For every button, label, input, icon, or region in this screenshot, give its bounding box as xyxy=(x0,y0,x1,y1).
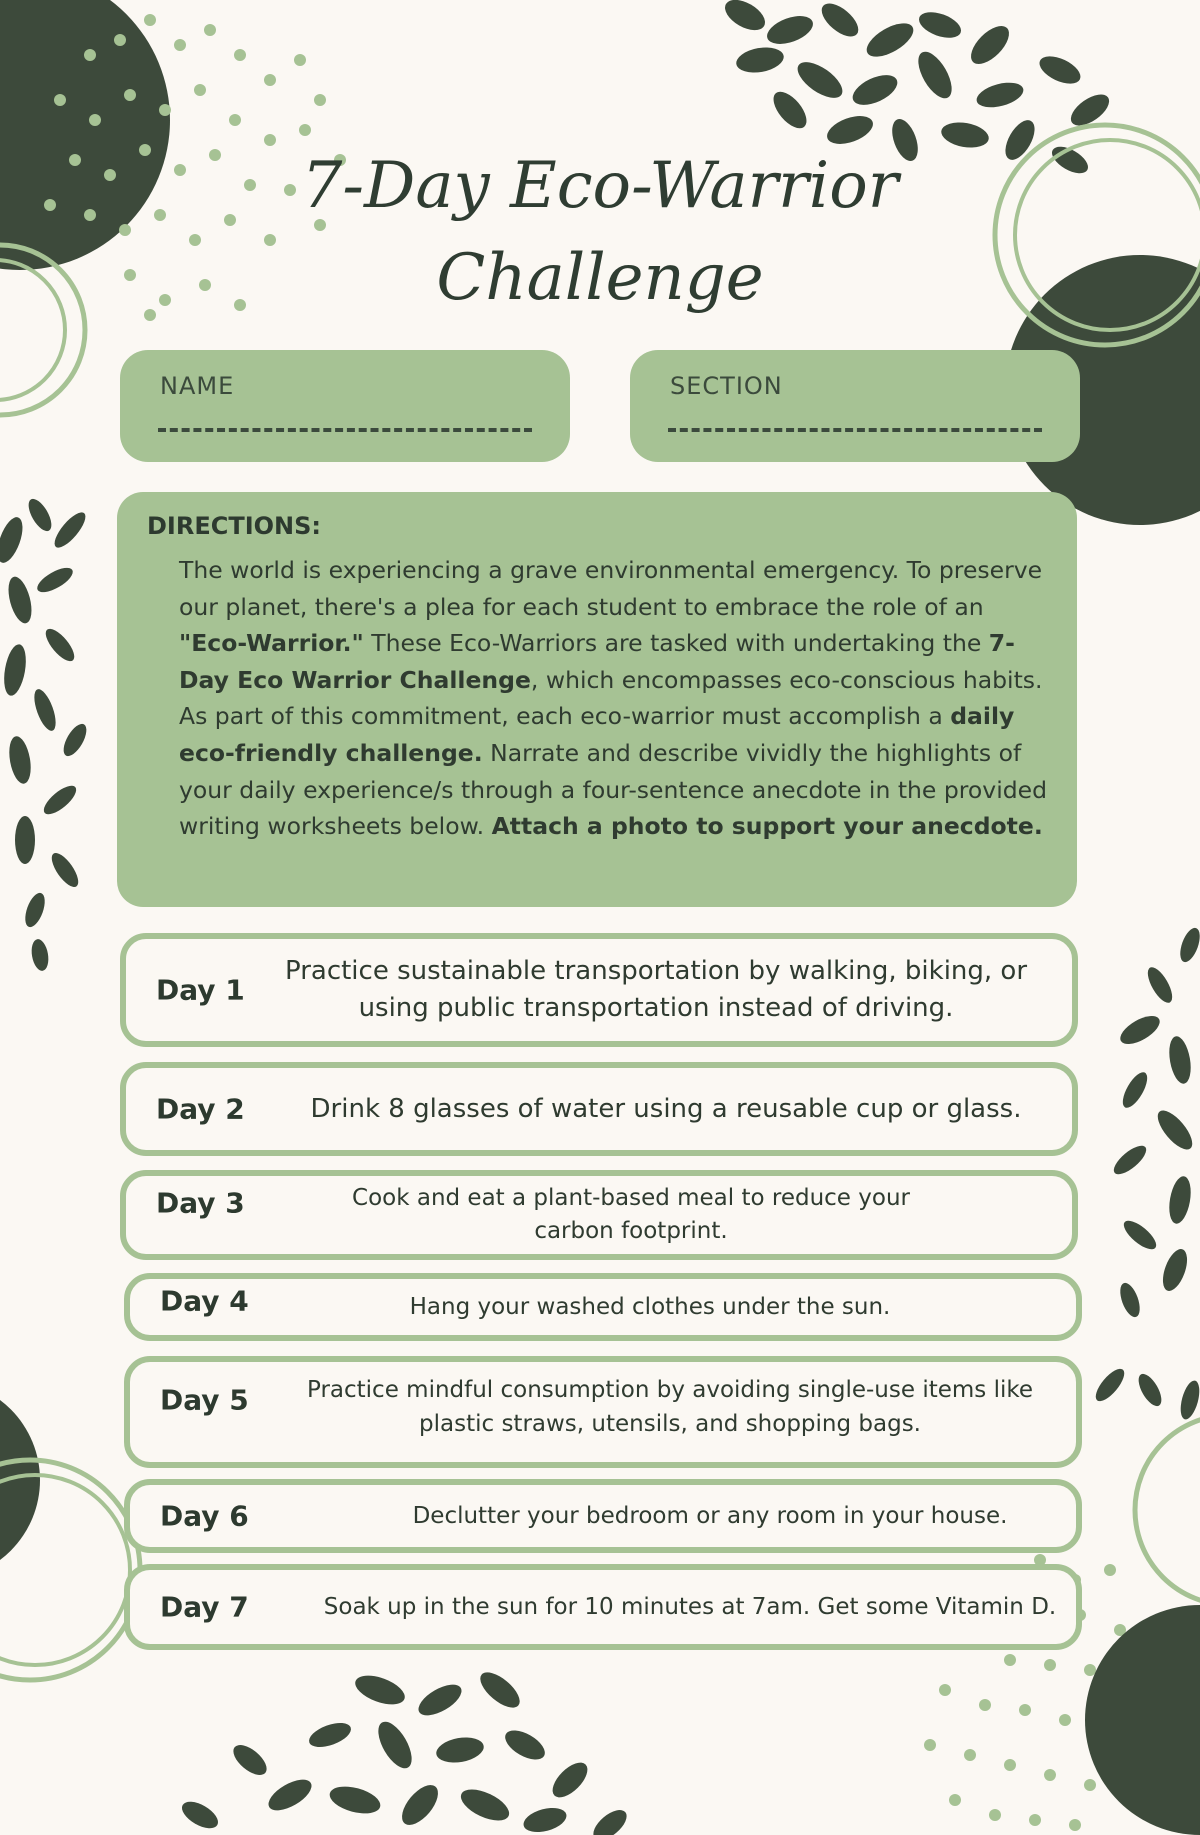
dark-blob-top-left xyxy=(0,0,170,270)
day-7-box xyxy=(124,1564,1082,1650)
day-5-label: Day 5 xyxy=(160,1383,249,1417)
day-6-text: Declutter your bedroom or any room in your house. xyxy=(412,1503,1008,1529)
ring-left-outer xyxy=(0,245,85,415)
directions-part-2: These Eco-Warriors are tasked with undertaking the xyxy=(363,629,989,658)
day-6-label: Day 6 xyxy=(160,1499,249,1533)
dark-blob-bottom-right xyxy=(1085,1605,1200,1835)
ring-left-inner xyxy=(0,260,65,400)
directions-part-3: , which encompasses eco-conscious habits. As part of this commitment, each eco-warrior must accomplish a xyxy=(179,665,1043,731)
day-7-text: Soak up in the sun for 10 minutes at 7am. Get some Vitamin D. xyxy=(323,1594,1057,1620)
day-3-text: Cook and eat a plant-based meal to reduce your carbon footprint. xyxy=(352,1185,910,1244)
ring-right-lower xyxy=(1135,1415,1200,1605)
directions-bold-2: 7-Day Eco Warrior Challenge xyxy=(179,629,1015,694)
day-3-label: Day 3 xyxy=(156,1186,245,1220)
day-1-box xyxy=(120,933,1078,1047)
directions-part-4: Narrate and describe vividly the highlights of your daily experience/s through a four-sentence anecdote in the provided writing worksheets below. xyxy=(179,738,1048,841)
section-blank-line xyxy=(668,428,1042,432)
leaves-left-middle xyxy=(0,495,91,972)
name-field[interactable] xyxy=(120,350,570,462)
day-5-text: Practice mindful consumption by avoiding single-use items like plastic straws, utensils, and shopping bags. xyxy=(306,1377,1034,1437)
section-label: SECTION xyxy=(670,372,783,400)
day-7-label: Day 7 xyxy=(160,1590,249,1624)
title-line-2: Challenge xyxy=(436,241,764,315)
page-title xyxy=(250,140,950,324)
day-5-box xyxy=(124,1356,1082,1468)
day-2-text: Drink 8 glasses of water using a reusable cup or glass. xyxy=(310,1094,1022,1124)
directions-part-1: The world is experiencing a grave environmental emergency. To preserve our planet, there's a plea for each student to embrace the role of an xyxy=(179,556,1043,621)
directions-bold-1: "Eco-Warrior." xyxy=(179,629,364,658)
directions-panel xyxy=(117,492,1077,907)
day-4-box xyxy=(124,1273,1082,1341)
leaves-bottom-center xyxy=(178,1666,632,1835)
section-field[interactable] xyxy=(630,350,1080,462)
day-4-label: Day 4 xyxy=(160,1284,249,1318)
day-4-text: Hang your washed clothes under the sun. xyxy=(409,1294,891,1320)
name-blank-line xyxy=(158,428,532,432)
directions-heading: DIRECTIONS: xyxy=(147,512,322,540)
directions-text xyxy=(179,552,1049,845)
title-line-1: 7-Day Eco-Warrior xyxy=(301,149,899,223)
leaves-right-middle xyxy=(1091,925,1200,1421)
directions-bold-4: Attach a photo to support your anecdote. xyxy=(491,812,1043,841)
day-2-box xyxy=(120,1062,1078,1156)
day-3-box xyxy=(120,1170,1078,1260)
day-1-label: Day 1 xyxy=(156,973,245,1007)
directions-bold-3: daily eco-friendly challenge. xyxy=(179,702,1015,767)
day-6-box xyxy=(124,1479,1082,1553)
day-1-text: Practice sustainable transportation by walking, biking, or using public transportation instead of driving. xyxy=(284,956,1028,1023)
name-label: NAME xyxy=(160,372,235,400)
day-2-label: Day 2 xyxy=(156,1092,245,1126)
